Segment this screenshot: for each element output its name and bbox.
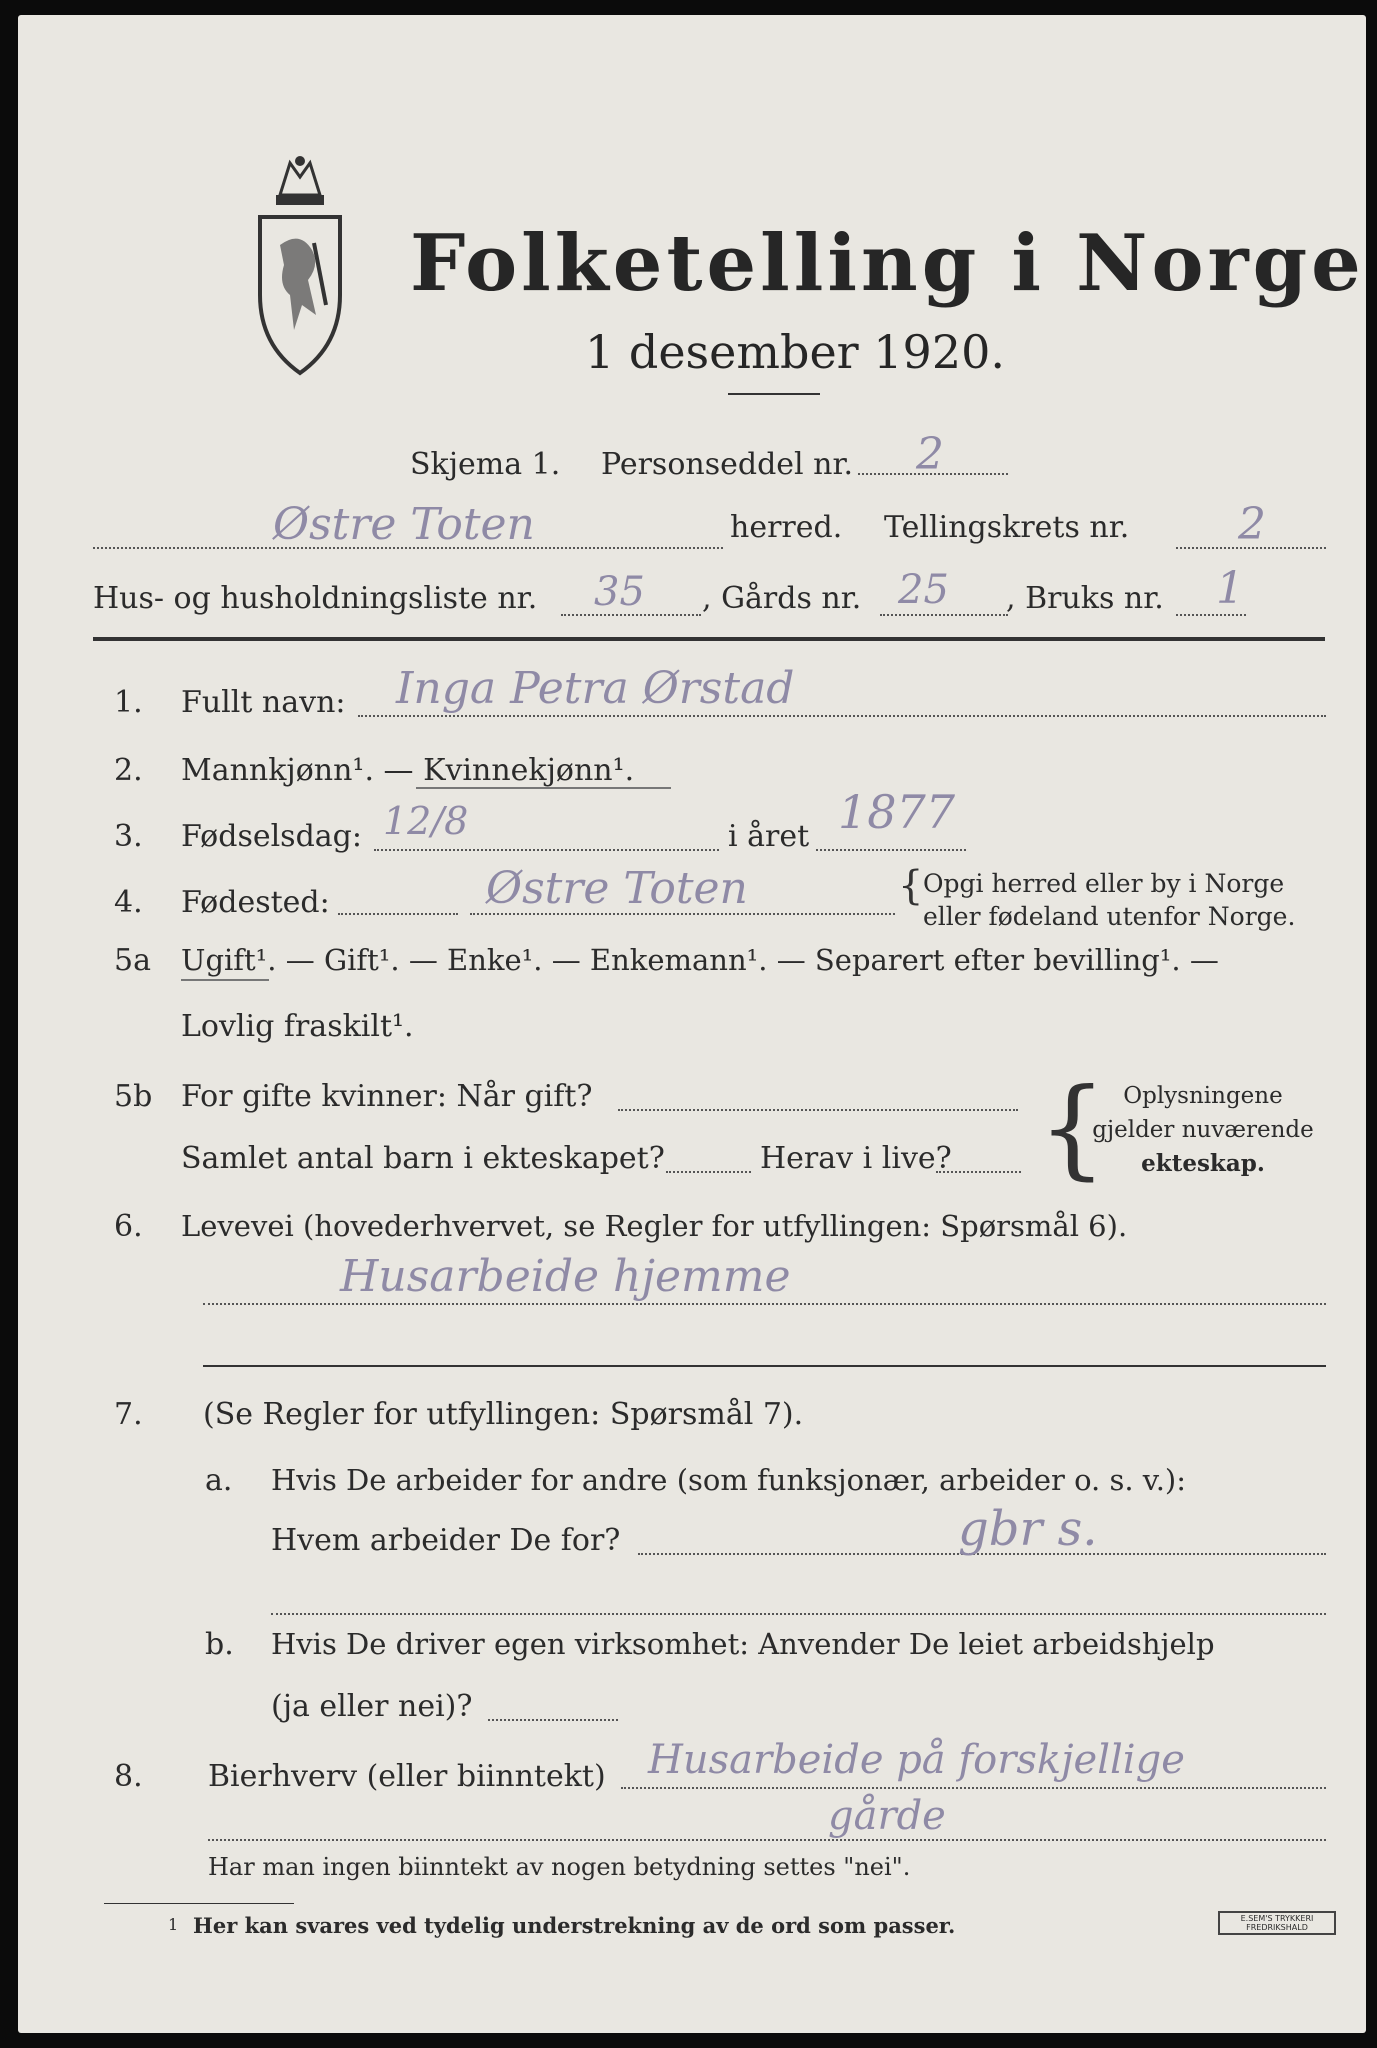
form-title: Folketelling i Norge [410, 218, 1365, 309]
q8-value-line2: gårde [828, 1793, 946, 1839]
q3-label: Fødselsdag: [181, 819, 362, 854]
q7-number: 7. [114, 1397, 143, 1432]
q4-number: 4. [114, 885, 143, 920]
printer-stamp-line2: FREDRIKSHALD [1246, 1923, 1308, 1932]
q8-dots-2 [208, 1839, 1326, 1841]
q5b-line1: For gifte kvinner: Når gift? [181, 1079, 593, 1114]
q5b-alive-label: Herav i live? [760, 1141, 952, 1176]
q4-note-line1: Opgi herred eller by i Norge [923, 869, 1285, 898]
census-date: 1 desember 1920. [585, 325, 1005, 379]
footnote-text: Her kan svares ved tydelig understrekning av de ord som passer. [193, 1913, 956, 1938]
q3-value: 12/8 [383, 799, 469, 843]
title-divider [728, 393, 820, 395]
q3-year-value: 1877 [838, 785, 956, 839]
gards-value: 25 [898, 567, 949, 613]
q5b-note-line1: Oplysningene [1123, 1083, 1283, 1109]
q3-year-label: i året [728, 819, 810, 854]
q6-dots-1 [203, 1303, 1326, 1305]
header-rule [93, 637, 1325, 641]
q4-label: Fødested: [181, 885, 330, 920]
q1-number: 1. [114, 685, 143, 720]
bruks-dots [1176, 614, 1246, 616]
q7a-line1: Hvis De arbeider for andre (som funksjonær, arbeider o. s. v.): [271, 1463, 1187, 1497]
tellingskrets-value: 2 [1238, 499, 1266, 550]
gards-label: , Gårds nr. [702, 581, 862, 616]
q2-number: 2. [114, 753, 143, 788]
q4-brace: { [898, 863, 924, 909]
q7a-dots-2 [271, 1613, 1326, 1615]
household-list-label: Hus- og husholdningsliste nr. [93, 581, 538, 616]
q6-rule-2 [203, 1365, 1326, 1367]
q5b-children-label: Samlet antal barn i ekteskapet? [181, 1141, 665, 1176]
bruks-value: 1 [1216, 563, 1244, 614]
q7a-line2: Hvem arbeider De for? [271, 1523, 621, 1558]
q3-number: 3. [114, 819, 143, 854]
q5b-alive-dots [936, 1171, 1021, 1173]
q8-note: Har man ingen biinntekt av nogen betydning settes "nei". [208, 1853, 911, 1881]
household-list-value: 35 [594, 569, 645, 615]
q6-value: Husarbeide hjemme [340, 1251, 791, 1302]
footnote-mark: 1 [168, 1915, 179, 1934]
q2-underline [416, 787, 671, 789]
q8-dots-1 [621, 1787, 1326, 1789]
q5b-note-line2: gjelder nuværende [1092, 1117, 1314, 1143]
q5b-children-dots [666, 1171, 751, 1173]
personseddel-value: 2 [916, 429, 944, 480]
q7-label: (Se Regler for utfyllingen: Spørsmål 7). [203, 1397, 804, 1432]
personseddel-label: Personseddel nr. [601, 447, 854, 482]
q5a-line1: Ugift¹. — Gift¹. — Enke¹. — Enkemann¹. — Separert efter bevilling¹. — [181, 943, 1219, 977]
q8-number: 8. [114, 1759, 143, 1794]
q7a-value: gbr s. [958, 1501, 1098, 1557]
printer-stamp-line1: E.SEM'S TRYKKERI [1240, 1914, 1314, 1923]
printer-stamp [1218, 1911, 1336, 1935]
footnote-rule [104, 1903, 294, 1904]
q4-note-line2: eller fødeland utenfor Norge. [923, 902, 1296, 931]
q1-label: Fullt navn: [181, 685, 346, 720]
q4-value: Østre Toten [486, 863, 748, 914]
q8-value-line1: Husarbeide på forskjellige [648, 1737, 1185, 1783]
q5b-brace: { [1038, 1066, 1107, 1191]
bruks-label: , Bruks nr. [1006, 581, 1164, 616]
q7b-line2: (ja eller nei)? [271, 1689, 473, 1724]
q5a-underline [181, 979, 269, 981]
census-form-paper [18, 15, 1366, 2033]
q5b-married-dots [618, 1109, 1018, 1111]
q1-value: Inga Petra Ørstad [396, 663, 795, 714]
herred-label: herred. [730, 510, 843, 545]
q6-number: 6. [114, 1209, 143, 1244]
q5b-number: 5b [114, 1079, 153, 1114]
q5a-number: 5a [114, 943, 151, 978]
q4-dots-left [338, 913, 458, 915]
schema-label: Skjema 1. [410, 447, 561, 482]
herred-value: Østre Toten [273, 499, 535, 550]
gards-dots [880, 614, 1008, 616]
q1-dots [358, 715, 1326, 717]
q7b-line1: Hvis De driver egen virksomhet: Anvender De leiet arbeidshjelp [271, 1627, 1215, 1661]
q5a-line2: Lovlig fraskilt¹. [181, 1009, 414, 1044]
q5b-note-line3: ekteskap. [1141, 1150, 1265, 1177]
q6-label: Levevei (hovederhvervet, se Regler for utfyllingen: Spørsmål 6). [181, 1209, 1128, 1243]
q3-year-dots [816, 849, 966, 851]
q8-label: Bierhverv (eller biinntekt) [208, 1759, 606, 1794]
q7b-letter: b. [205, 1627, 234, 1662]
tellingskrets-label: Tellingskrets nr. [884, 510, 1130, 545]
q2-label: Mannkjønn¹. — Kvinnekjønn¹. [181, 753, 635, 788]
q7a-letter: a. [205, 1463, 233, 1498]
coat-of-arms-icon [250, 155, 350, 377]
q7b-dots [488, 1719, 618, 1721]
q3-dots [374, 849, 719, 851]
